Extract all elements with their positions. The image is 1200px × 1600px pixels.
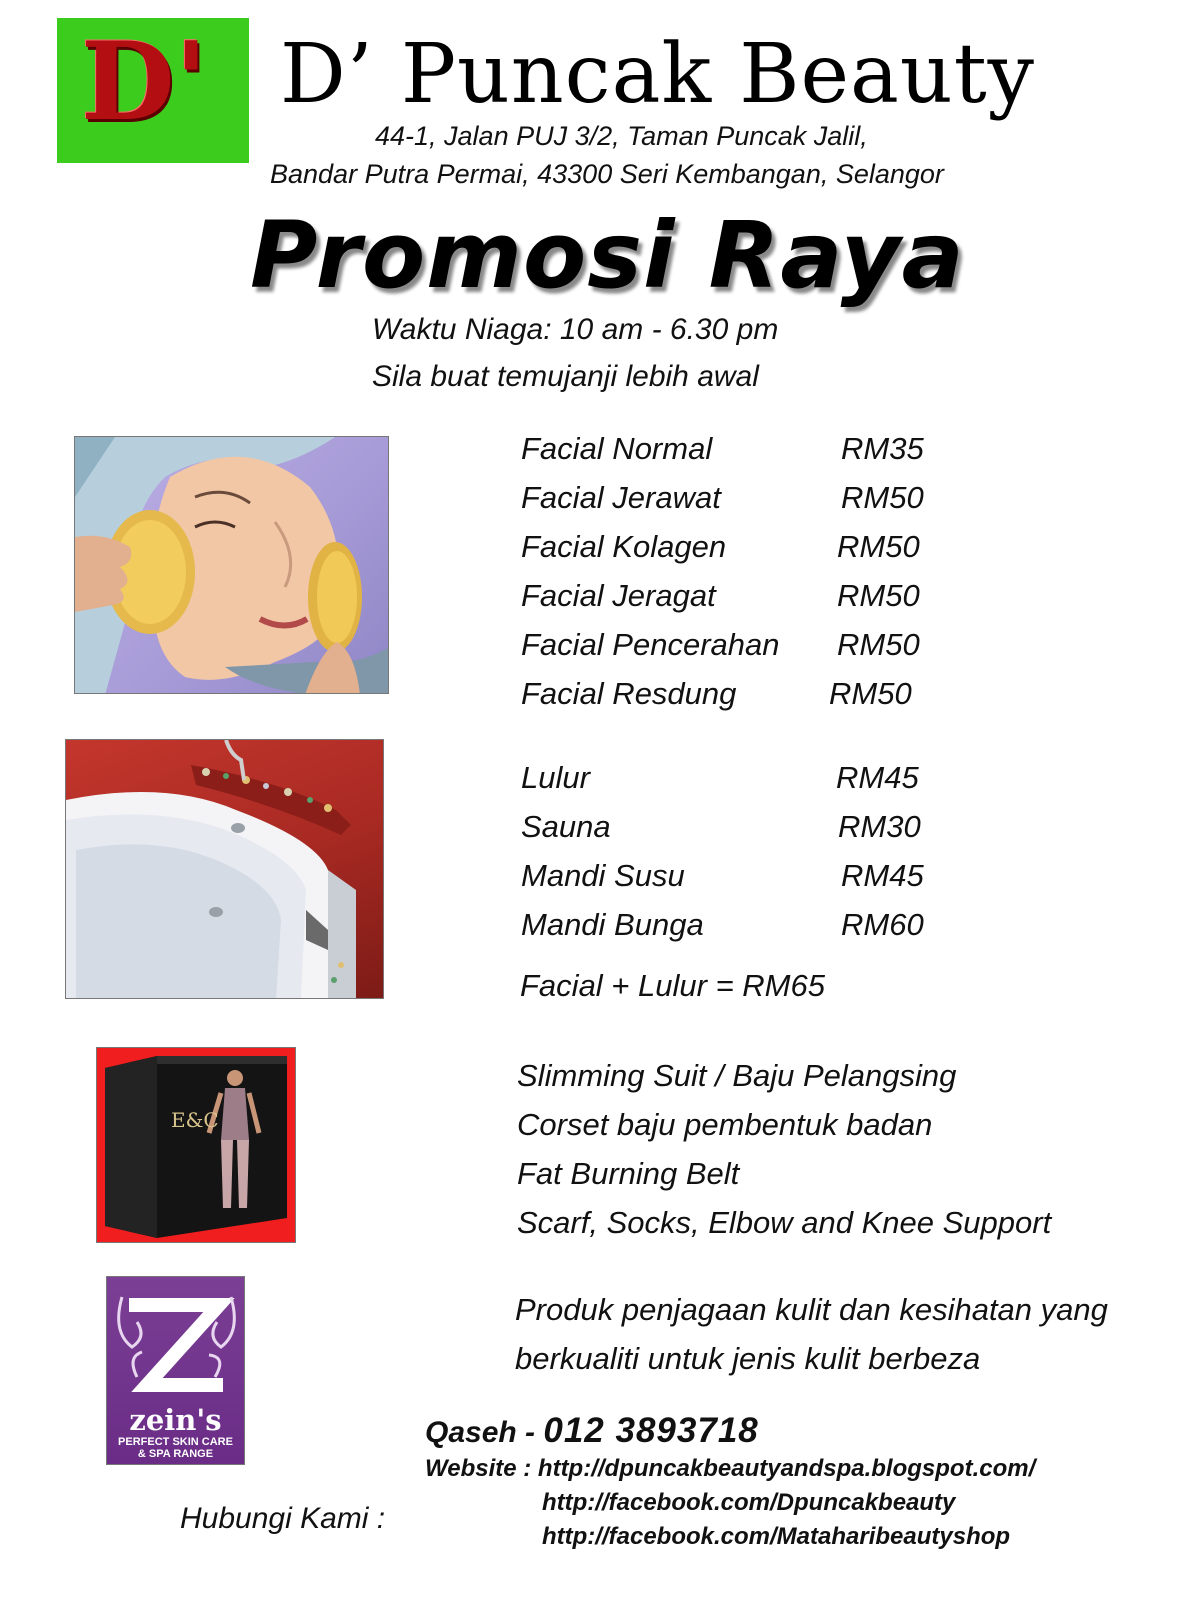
service-name: Facial Kolagen <box>521 529 727 564</box>
contact-us-label: Hubungi Kami : <box>180 1502 386 1535</box>
service-name: Lulur <box>521 760 590 795</box>
list-item <box>521 860 685 891</box>
list-item-price <box>837 580 920 611</box>
list-item-price <box>829 678 912 709</box>
product-item: Corset baju pembentuk badan <box>517 1107 933 1142</box>
product-item: Slimming Suit / Baju Pelangsing <box>517 1058 957 1093</box>
skincare-line-1: Produk penjagaan kulit dan kesihatan yang <box>515 1292 1108 1327</box>
box-brand-label: E&C <box>171 1108 219 1132</box>
list-item <box>521 482 721 513</box>
list-item-price <box>838 811 921 842</box>
list-item-price <box>841 860 924 891</box>
service-name: Facial Normal <box>521 431 713 466</box>
service-price: RM35 <box>841 431 924 466</box>
service-price: RM50 <box>837 529 920 564</box>
list-item <box>521 909 704 940</box>
service-price: RM50 <box>829 676 912 711</box>
service-price: RM50 <box>837 578 920 613</box>
service-price: RM45 <box>841 858 924 893</box>
zeins-emblem <box>107 1277 245 1403</box>
service-name: Mandi Bunga <box>521 907 704 942</box>
list-item <box>521 629 780 660</box>
business-hours: Waktu Niaga: 10 am - 6.30 pm <box>372 313 779 346</box>
service-price: RM30 <box>838 809 921 844</box>
list-item-price <box>841 433 924 464</box>
list-item-price <box>841 482 924 513</box>
zeins-tagline-2: & SPA RANGE <box>137 1447 214 1460</box>
website-link[interactable]: Website : http://dpuncakbeautyandspa.blogspot.com/ <box>425 1455 1036 1482</box>
list-item <box>521 580 716 611</box>
list-item-price <box>841 909 924 940</box>
address-line-2: Bandar Putra Permai, 43300 Seri Kembangan, Selangor <box>270 159 944 189</box>
zeins-tagline-1: PERFECT SKIN CARE <box>118 1436 233 1448</box>
list-item-price <box>836 762 919 793</box>
slimming-suit-photo <box>96 1047 296 1243</box>
service-name: Sauna <box>521 809 611 844</box>
service-price: RM50 <box>841 480 924 515</box>
product-box-illustration <box>97 1048 296 1243</box>
service-name: Facial Jeragat <box>521 578 716 613</box>
logo <box>57 18 249 163</box>
combo-offer: Facial + Lulur = RM65 <box>520 968 825 1003</box>
shop-name: D’ Puncak Beauty <box>280 27 1036 122</box>
contact-phone: 012 3893718 <box>543 1411 759 1450</box>
bathtub-illustration <box>66 740 384 999</box>
contact-line <box>425 1411 759 1451</box>
list-item <box>521 433 712 464</box>
promo-title: Promosi Raya <box>250 202 965 309</box>
service-name: Facial Resdung <box>521 676 737 711</box>
bathtub-photo <box>65 739 384 999</box>
service-price: RM50 <box>837 627 920 662</box>
skincare-line-2: berkualiti untuk jenis kulit berbeza <box>515 1341 981 1376</box>
service-name: Facial Pencerahan <box>521 627 780 662</box>
list-item <box>521 762 590 793</box>
product-item: Fat Burning Belt <box>517 1156 740 1191</box>
address-line-1: 44-1, Jalan PUJ 3/2, Taman Puncak Jalil, <box>375 121 868 151</box>
appointment-note: Sila buat temujanji lebih awal <box>372 360 759 393</box>
service-price: RM45 <box>836 760 919 795</box>
service-name: Facial Jerawat <box>521 480 721 515</box>
list-item-price <box>837 531 920 562</box>
zeins-wordmark: zein's <box>129 1403 222 1437</box>
product-item: Scarf, Socks, Elbow and Knee Support <box>517 1205 1052 1240</box>
service-price: RM60 <box>841 907 924 942</box>
zeins-logo <box>106 1276 245 1465</box>
list-item <box>521 531 726 562</box>
contact-name: Qaseh - <box>425 1416 544 1449</box>
list-item <box>521 678 736 709</box>
facial-photo <box>74 436 389 694</box>
logo-letter: D' <box>81 19 208 145</box>
facial-illustration <box>75 437 389 694</box>
facebook-link-2[interactable]: http://facebook.com/Mataharibeautyshop <box>542 1523 1011 1550</box>
list-item <box>521 811 611 842</box>
list-item-price <box>837 629 920 660</box>
service-name: Mandi Susu <box>521 858 685 893</box>
facebook-link-1[interactable]: http://facebook.com/Dpuncakbeauty <box>542 1489 956 1516</box>
zeins-tagline <box>107 1437 244 1460</box>
